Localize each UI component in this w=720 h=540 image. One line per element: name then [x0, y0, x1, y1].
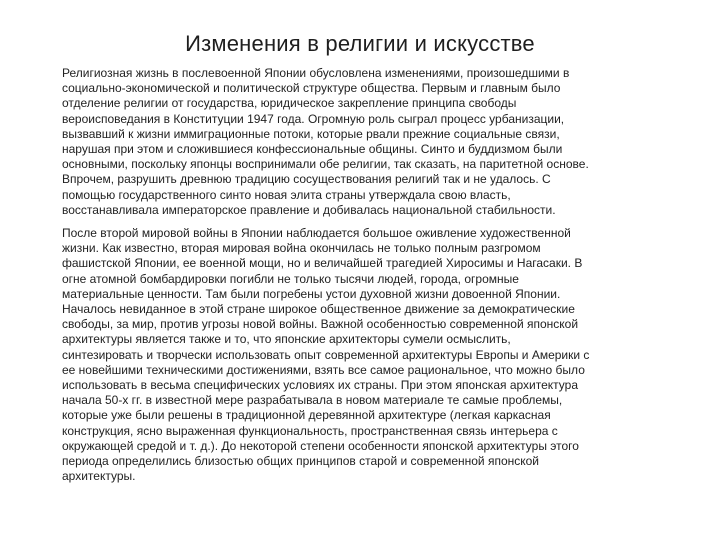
paragraph-religion: Религиозная жизнь в послевоенной Японии обусловлена изменениями, произошедшими в социально-экономической и политической структуре общества. Первым и главным было отделение религии от государства, юридическое закрепление принципа свободы вероисповедания в Конституции 1947 года. Огромную роль сыграл процесс урбанизации, вызвавший к жизни иммиграционные потоки, которые рвали прежние социальные связи, нарушая при этом и сложившиеся конфессиональные общины. Синто и буддизмом были основными, поскольку японцы воспринимали обе религии, так сказать, на паритетной основе. Впрочем, разрушить древнюю традицию сосуществования религий так и не удалось. С помощью государственного синто новая элита страны утверждала свою власть, восстанавливала императорское правление и добивалась национальной стабильности.: [62, 66, 589, 217]
paragraph-art: После второй мировой войны в Японии наблюдается большое оживление художественной жизни. Как известно, вторая мировая война окончилась не только полным разгромом фашистской Японии, ее военной мощи, но и величайшей трагедией Хиросимы и Нагасаки. В огне атомной бомбардировки погибли не только тысячи людей, города, огромные материальные ценности. Там были погребены устои духовной жизни довоенной Японии. Началось невиданное в этой стране широкое общественное движение за демократические свободы, за мир, против угрозы новой войны. Важной особенностью современной японской архитектуры является также и то, что японские архитекторы сумели осмыслить, синтезировать и творчески использовать опыт современной архитектуры Европы и Америки с ее новейшими техническими достижениями, взять все самое рациональное, что можно было использовать в весьма специфических условиях их страны. При этом японская архитектура начала 50-х гг. в известной мере разрабатывала в новом материале те самые проблемы, которые уже были решены в традиционной деревянной архитектуре (легкая каркасная конструкция, ясно выраженная функциональность, пространственная связь интерьера с окружающей средой и т. д.). До некоторой степени особенности японской архитектуры этого периода определились близостью общих принципов старой и современной японской архитектуры.: [62, 226, 590, 484]
slide-body: [62, 66, 664, 492]
slide-title: Изменения в религии и искусстве: [185, 31, 535, 56]
